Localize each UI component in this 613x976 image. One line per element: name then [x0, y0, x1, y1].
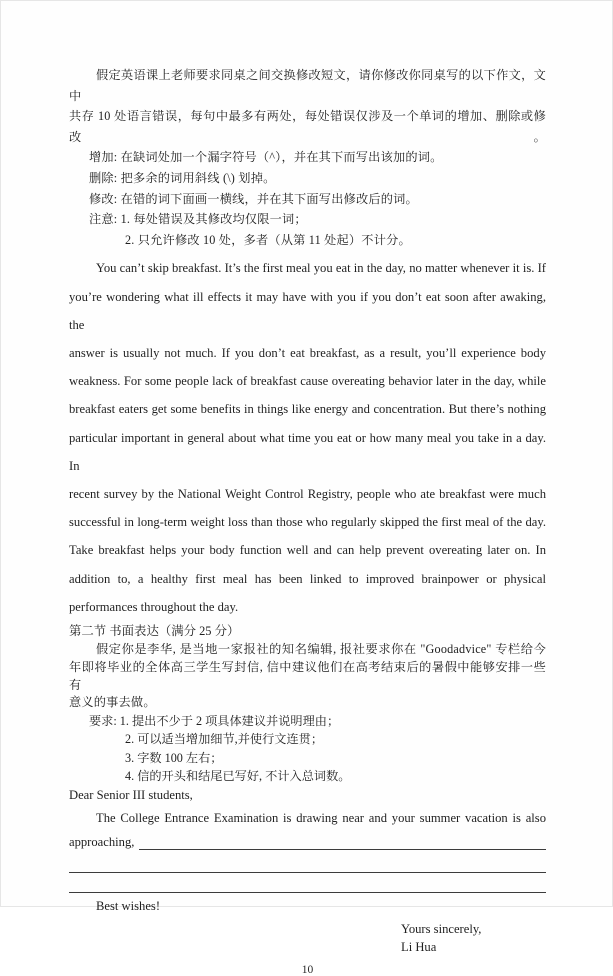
passage-to-correct: [69, 254, 546, 621]
passage-line: addition to, a healthy first meal has been linked to improved brainpower or physical: [69, 571, 546, 586]
answer-blank-line: [139, 831, 546, 850]
passage-line: answer is usually not much. If you don’t eat breakfast, as a result, you’ll experience body: [69, 345, 546, 360]
page-number: 10: [301, 963, 314, 976]
requirement-line: 2. 可以适当增加细节,并使行文连贯；: [125, 732, 324, 747]
letter-signature: Li Hua: [401, 940, 437, 955]
requirement-line: 要求: 1. 提出不少于 2 项具体建议并说明理由；: [89, 714, 340, 729]
letter-template: [69, 785, 546, 957]
prompt-line: 假定你是李华, 是当地一家报社的知名编辑, 报社要求你在 "Goodadvice" 专栏给今: [96, 641, 546, 656]
answer-blank-line: [69, 853, 546, 873]
passage-line: recent survey by the National Weight Control Registry, people who ate breakfast were much: [69, 486, 546, 501]
letter-body-line: [69, 831, 546, 853]
letter-signoff: Yours sincerely,: [401, 921, 482, 936]
rule-delete-line: 删除: 把多余的词用斜线 (\) 划掉。: [89, 170, 276, 185]
intro-line: 共存 10 处语言错误，每句中最多有两处，每处错误仅涉及一个单词的增加、删除或修改。: [69, 109, 546, 144]
correction-rules: [69, 147, 546, 209]
passage-line: weakness. For some people lack of breakfast cause overeating behavior later in the day, while: [69, 374, 546, 389]
intro-line: 假定英语课上老师要求同桌之间交换修改短文，请你修改你同桌写的以下作文，文中: [69, 68, 546, 103]
passage-line: particular important in general about what time you eat or how many meal you take in a day. In: [69, 430, 546, 473]
passage-line: You can’t skip breakfast. It’s the first meal you eat in the day, no matter whenever it is. If: [96, 261, 546, 276]
requirement-line: 3. 字数 100 左右；: [125, 750, 223, 765]
proofreading-intro: [69, 65, 546, 147]
writing-prompt: [69, 641, 546, 712]
prompt-line: 意义的事去做。: [69, 695, 156, 710]
passage-line: you’re wondering what ill effects it may have with you if you don’t eat soon after awaking, the: [69, 289, 546, 332]
writing-requirements: [69, 712, 546, 785]
letter-body-line: The College Entrance Examination is drawing near and your summer vacation is also: [96, 810, 546, 825]
prompt-line: 年即将毕业的全体高三学生写封信, 信中建议他们在高考结束后的暑假中能够安排一些有: [69, 659, 546, 692]
letter-closing: Best wishes!: [96, 898, 161, 913]
rule-add-line: 增加: 在缺词处加一个漏字符号（^），并在其下而写出该加的词。: [89, 150, 443, 165]
letter-salutation: Dear Senior III students,: [69, 787, 193, 802]
requirement-line: 4. 信的开头和结尾已写好, 不计入总词数。: [125, 768, 351, 783]
notes: [69, 209, 546, 250]
letter-body-prefix: approaching,: [69, 834, 135, 849]
passage-line: breakfast eaters get some benefits in things like energy and concentration. But there’s nothing: [69, 402, 546, 417]
answer-blank-line: [69, 873, 546, 893]
rule-modify-line: 修改: 在错的词下面画一横线，并在其下面写出修改后的词。: [89, 191, 418, 206]
note-line: 2. 只允许修改 10 处，多者（从第 11 处起）不计分。: [125, 232, 411, 247]
passage-line: successful in long-term weight loss than those who regularly skipped the first meal of the day.: [69, 515, 546, 530]
passage-line: performances throughout the day.: [69, 599, 239, 614]
section-title: 第二节 书面表达（满分 25 分）: [69, 623, 240, 638]
signature-block: [401, 920, 546, 957]
passage-line: Take breakfast helps your body function well and can help prevent overeating later on. In: [69, 543, 546, 558]
note-line: 注意: 1. 每处错误及其修改均仅限一词；: [89, 212, 307, 227]
